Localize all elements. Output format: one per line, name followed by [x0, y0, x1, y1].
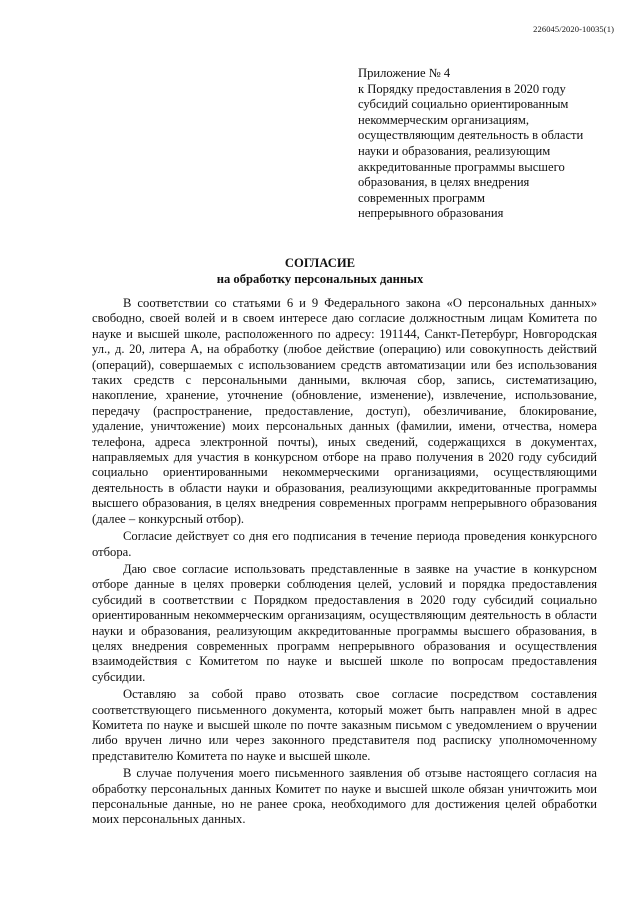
document-body [92, 296, 597, 828]
appendix-line: субсидий социально ориентированным [358, 97, 569, 112]
body-paragraph: В случае получения моего письменного заявления об отзыве настоящего согласия на обработку персональных данных Комитет по науке и высшей школе обязан уничтожить мои персональные данные, но не ранее срока, необходимого для достижения целей обработки моих персональных данных. [92, 766, 597, 827]
document-title: СОГЛАСИЕ [284, 256, 356, 270]
body-paragraph: Даю свое согласие использовать представленные в заявке на участие в конкурсном отборе данные в целях проверки соблюдения целей, условий и порядка предоставления субсидий в соответствии с Порядком предоставления в 2020 году субсидий социально ориентированным некоммерческим организациям, осуществляющим деятельность в области науки и образования, реализующим аккредитованные программы высшего образования, в целях внедрения современных программ непрерывного образования и осуществления взаимодействия с Комитетом по науке и высшей школе по вопросам предоставления субсидии. [92, 561, 597, 684]
appendix-line: некоммерческим организациям, [358, 112, 529, 127]
body-paragraph: Оставляю за собой право отозвать свое согласие посредством составления соответствующего письменного документа, который может быть направлен мной в адрес Комитета по науке и высшей школе по почте заказным письмом с уведомлением о вручении либо вручен лично или через законного представителя под расписку уполномоченному представителю Комитета по науке и высшей школе. [92, 687, 597, 763]
appendix-block [358, 66, 618, 222]
appendix-line: образования, в целях внедрения [358, 175, 530, 190]
appendix-line: науки и образования, реализующим [358, 143, 551, 158]
appendix-line: Приложение № 4 [358, 66, 451, 80]
body-paragraph: Согласие действует со дня его подписания в течение периода проведения конкурсного отбора. [92, 529, 597, 559]
appendix-line: к Порядку предоставления в 2020 году [358, 81, 566, 96]
document-id: 226045/2020-10035(1) [533, 24, 614, 34]
body-paragraph: В соответствии со статьями 6 и 9 Федерального закона «О персональных данных» свободно, своей волей и в своем интересе даю согласие должностным лицам Комитета по науке и высшей школе, расположенного по адресу: 191144, Санкт-Петербург, Новгородская ул., д. 20, литера А, на обработку (любое действие (операцию) или совокупность действий (операций), совершаемых с использованием средств автоматизации или без использования таких средств с персональными данными, включая сбор, запись, систематизацию, накопление, хранение, уточнение (обновление, изменение), извлечение, использование, передачу (распространение, предоставление, доступ), обезличивание, блокирование, удаление, уничтожение) моих персональных данных (фамилии, имени, отчества, номера телефона, адреса электронной почты), иных сведений, содержащихся в документах, направляемых для участия в конкурсном отборе на право получения в 2020 году субсидий социально ориентированными некоммерческими организациями, осуществляющими деятельность в области науки и образования, реализующими аккредитованные программы высшего образования, в целях внедрения современных программ непрерывного образования (далее – конкурсный отбор). [92, 296, 597, 526]
document-subtitle: на обработку персональных данных [216, 271, 424, 286]
appendix-line: непрерывного образования [358, 206, 504, 221]
appendix-line: современных программ [358, 190, 485, 205]
appendix-line: аккредитованные программы высшего [358, 159, 565, 174]
appendix-line: осуществляющим деятельность в области [358, 128, 584, 143]
document-heading [0, 256, 640, 287]
